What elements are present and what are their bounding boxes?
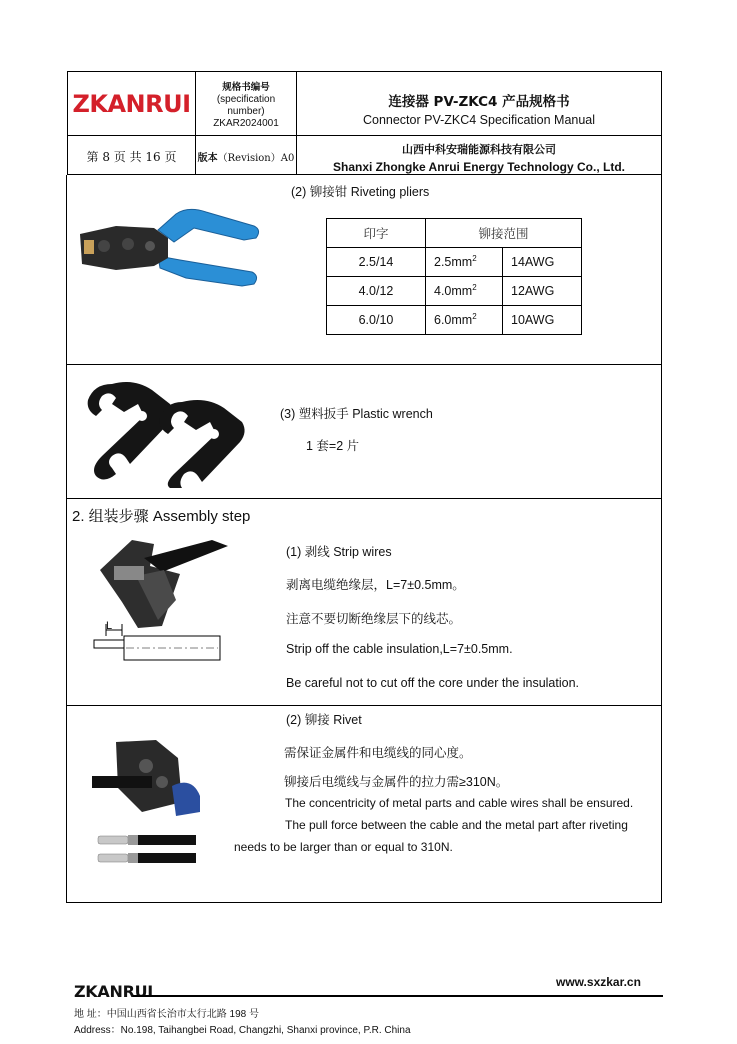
spec-label-zh: 规格书编号 [222, 82, 270, 93]
section-divider [66, 364, 662, 365]
cell-area: $2.5mm^2$ [426, 248, 503, 277]
page-info: 第 8 页 共 16 页 [86, 149, 177, 164]
strip-wires-text: 注意不要切断绝缘层下的线芯。 [286, 612, 462, 626]
table-header-mark: 印字 [327, 219, 426, 248]
rivet-text: The concentricity of metal parts and cable wires shall be ensured. [285, 796, 634, 810]
rivet-text: The pull force between the cable and the metal part after riveting [285, 818, 628, 832]
table-row [327, 277, 582, 306]
cell-mark: 4.0/12 [327, 277, 426, 306]
rivet-tool-image [92, 736, 200, 868]
strip-length-label: L [106, 620, 113, 632]
strip-wires-text: Be careful not to cut off the core under the insulation. [286, 676, 580, 690]
spec-label-en: (specification [216, 94, 276, 105]
rivet-text: 铆接后电缆线与金属件的拉力需≥310N。 [284, 775, 509, 789]
table-header-row [327, 219, 582, 248]
company-logo: ZKANRUI [72, 89, 191, 118]
table-header-range: 铆接范围 [426, 219, 582, 248]
company-name-en: Shanxi Zhongke Anrui Energy Technology Co., Ltd. [332, 160, 625, 174]
cell-awg: 10AWG [503, 306, 582, 335]
document-title [297, 72, 661, 135]
plastic-wrench-image [82, 376, 250, 488]
strip-wires-text: Strip off the cable insulation,L=7±0.5mm. [286, 642, 513, 656]
title-en: Connector PV-ZKC4 Specification Manual [362, 113, 596, 127]
plastic-wrench-qty: 1 套=2 片 [306, 439, 360, 453]
table-row [327, 306, 582, 335]
plastic-wrench-title: (3) 塑料扳手 Plastic wrench [280, 407, 433, 421]
address-en: Address：No.198, Taihangbei Road, Changzhi, Shanxi province, P.R. China [74, 1025, 411, 1036]
strip-wires-title: (1) 剥线 Strip wires [286, 545, 392, 559]
table-row [327, 248, 582, 277]
footer-rule [133, 995, 663, 997]
revision-cell [196, 136, 296, 176]
cell-awg: 12AWG [503, 277, 582, 306]
document-header [67, 71, 662, 175]
spec-number-cell [196, 72, 296, 135]
strip-tool-image [92, 536, 228, 666]
riveting-pliers-image [76, 200, 262, 292]
company-website: www.sxzkar.cn [556, 975, 641, 989]
rivet-title: (2) 铆接 Rivet [286, 713, 362, 727]
riveting-range-table [326, 218, 582, 335]
riveting-pliers-title: (2) 铆接钳 Riveting pliers [291, 185, 430, 199]
cell-area: $4.0mm^2$ [426, 277, 503, 306]
cell-mark: 6.0/10 [327, 306, 426, 335]
cell-awg: 14AWG [503, 248, 582, 277]
rivet-text: needs to be larger than or equal to 310N. [234, 840, 453, 854]
section-divider [66, 705, 662, 706]
rivet-text: 需保证金属件和电缆线的同心度。 [284, 746, 472, 760]
spec-label-en-2: number) [227, 106, 265, 117]
assembly-step-heading: 2. 组装步骤 Assembly step [72, 508, 251, 525]
company-name [297, 136, 661, 176]
strip-wires-text: 剥离电缆绝缘层，L=7±0.5mm。 [286, 578, 465, 592]
cell-mark: 2.5/14 [327, 248, 426, 277]
company-name-zh: 山西中科安瑞能源科技有限公司 [402, 143, 556, 156]
revision-label-en: （Revision）A0 [217, 152, 295, 164]
section-divider [66, 498, 662, 499]
address-zh: 地 址：中国山西省长治市太行北路 198 号 [74, 1009, 260, 1020]
revision-label-zh: 版本 [197, 152, 218, 164]
footer-logo: ZKANRUI [74, 982, 153, 1001]
cell-area: $6.0mm^2$ [426, 306, 503, 335]
spec-number: ZKAR2024001 [213, 118, 279, 129]
title-zh: 连接器 PV-ZKC4 产品规格书 [388, 94, 570, 110]
